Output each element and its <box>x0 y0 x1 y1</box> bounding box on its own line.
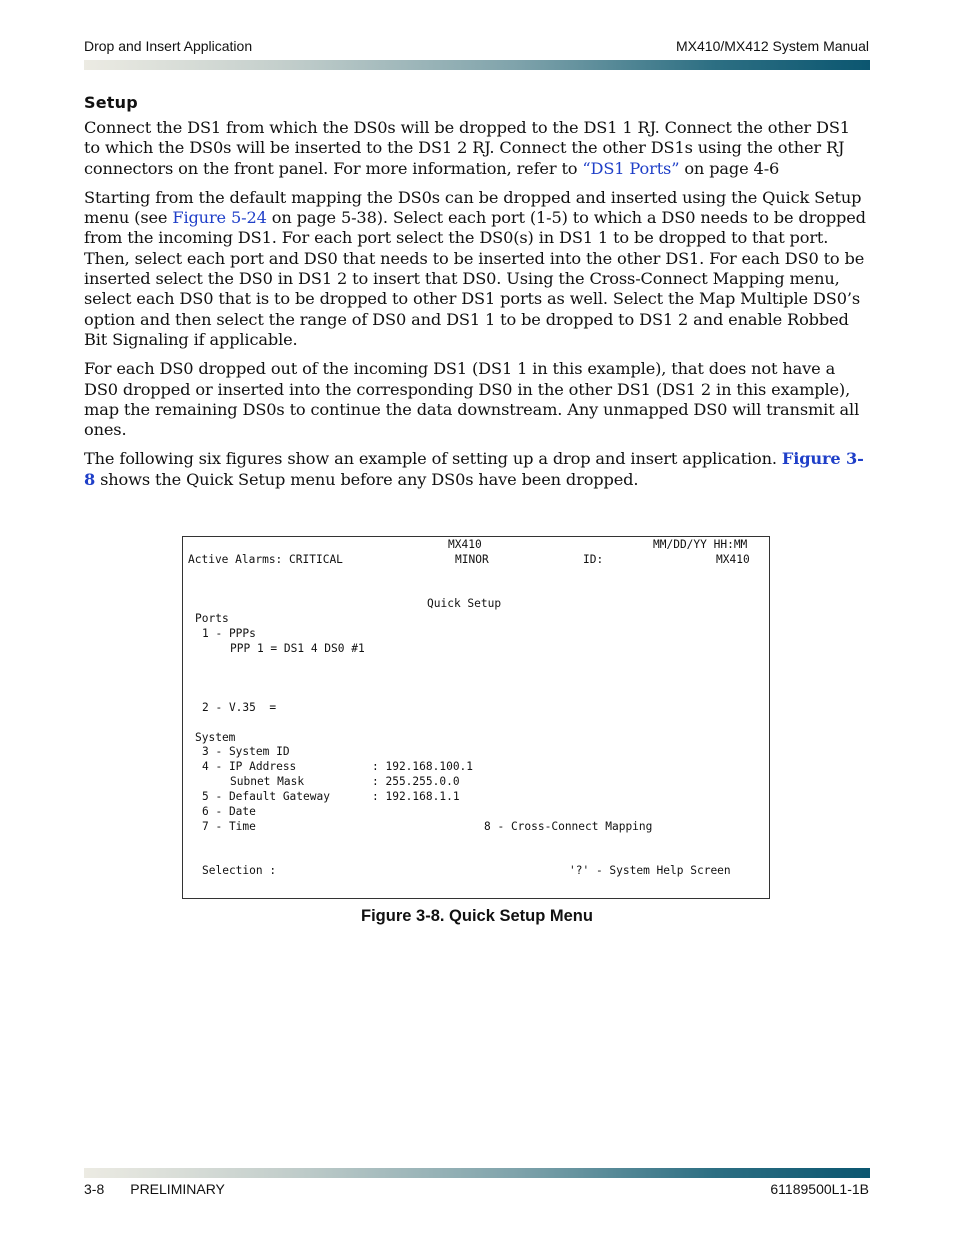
terminal-active-alarms: Active Alarms: CRITICAL <box>188 553 343 566</box>
terminal-id-value: MX410 <box>716 553 750 566</box>
header-divider-bar <box>84 60 870 70</box>
section-title: Setup <box>84 93 138 112</box>
terminal-default-gateway-value: : 192.168.1.1 <box>372 790 460 803</box>
terminal-menu-item-time[interactable]: 7 - Time <box>202 820 256 833</box>
terminal-datetime: MM/DD/YY HH:MM <box>653 538 748 551</box>
paragraph-text: shows the Quick Setup menu before any DS0s have been dropped. <box>95 469 639 489</box>
terminal-system-heading: System <box>195 731 236 744</box>
terminal-menu-item-ppps[interactable]: 1 - PPPs <box>202 627 256 640</box>
header-chapter-title: Drop and Insert Application <box>84 38 253 54</box>
terminal-subnet-mask-value: : 255.255.0.0 <box>372 775 460 788</box>
paragraph-text: Starting from the default mapping the DS0s can be dropped and inserted using the Quick Setup menu (see <box>84 187 862 228</box>
quick-setup-terminal-screen <box>182 536 770 899</box>
footer-doc-number: 61189500L1-1B <box>770 1181 869 1197</box>
terminal-help-hint: '?' - System Help Screen <box>569 864 731 877</box>
figure-caption: Figure 3-8. Quick Setup Menu <box>361 907 593 925</box>
footer-left <box>84 1181 225 1197</box>
terminal-model: MX410 <box>448 538 482 551</box>
terminal-menu-title: Quick Setup <box>427 597 502 610</box>
terminal-menu-item-date[interactable]: 6 - Date <box>202 805 256 818</box>
terminal-minor-alarm: MINOR <box>455 553 489 566</box>
terminal-menu-item-default-gateway[interactable]: 5 - Default Gateway <box>202 790 330 803</box>
terminal-ppp-detail: PPP 1 = DS1 4 DS0 #1 <box>230 642 365 655</box>
paragraph-text: The following six figures show an example of setting up a drop and insert application. <box>84 449 782 469</box>
terminal-selection-prompt[interactable]: Selection : <box>202 864 277 877</box>
terminal-id-label: ID: <box>583 553 604 566</box>
paragraph-following <box>84 449 870 490</box>
footer-status: PRELIMINARY <box>130 1181 225 1197</box>
header-manual-title: MX410/MX412 System Manual <box>676 38 869 54</box>
figure-3-8-link[interactable]: Figure 3-8 <box>84 449 864 489</box>
ds1-ports-link[interactable]: “DS1 Ports” <box>582 158 680 178</box>
paragraph-text: on page 5-38). Select each port (1-5) to which a DS0 needs to be dropped from the incoming DS1. For each port select the DS0(s) in DS1 1 to be dropped to that port. Then, select each port and DS0 that needs to be inserted into the other DS1. For each DS0 to be inserted select the DS0 in DS1 2 to insert that DS0. Using the Cross-Connect Mapping menu, select each DS0 that is to be dropped to other DS1 ports as well. Select the Map Multiple DS0’s option and then select the range of DS0 and DS1 1 to be dropped to DS1 2 and enable Robbed Bit Signaling if applicable. <box>84 208 866 349</box>
paragraph-connect <box>84 118 870 179</box>
footer-page-number: 3-8 <box>84 1181 105 1197</box>
paragraph-text: on page 4-6 <box>679 158 780 178</box>
paragraph-starting <box>84 188 870 350</box>
terminal-menu-item-ip-address[interactable]: 4 - IP Address <box>202 760 297 773</box>
figure-5-24-link[interactable]: Figure 5-24 <box>172 208 267 228</box>
paragraph-text: Connect the DS1 from which the DS0s will be dropped to the DS1 1 RJ. Connect the other DS1 to which the DS0s will be inserted to the DS1 2 RJ. Connect the other DS1s using the other RJ connectors on the front panel. For more information, refer to <box>84 118 850 178</box>
terminal-menu-item-system-id[interactable]: 3 - System ID <box>202 745 290 758</box>
terminal-ports-heading: Ports <box>195 612 229 625</box>
terminal-subnet-mask-label: Subnet Mask <box>230 775 305 788</box>
terminal-menu-item-v35[interactable]: 2 - V.35 = <box>202 701 277 714</box>
main-content <box>84 93 870 499</box>
paragraph-each-ds0: For each DS0 dropped out of the incoming DS1 (DS1 1 in this example), that does not have a DS0 dropped or inserted into the corresponding DS0 in the other DS1 (DS1 2 in this example), map the remaining DS0s to continue the data downstream. Any unmapped DS0 will transmit all ones. <box>84 359 860 440</box>
footer-divider-bar <box>84 1168 870 1178</box>
terminal-menu-item-cross-connect[interactable]: 8 - Cross-Connect Mapping <box>484 820 653 833</box>
terminal-ip-address-value: : 192.168.100.1 <box>372 760 474 773</box>
